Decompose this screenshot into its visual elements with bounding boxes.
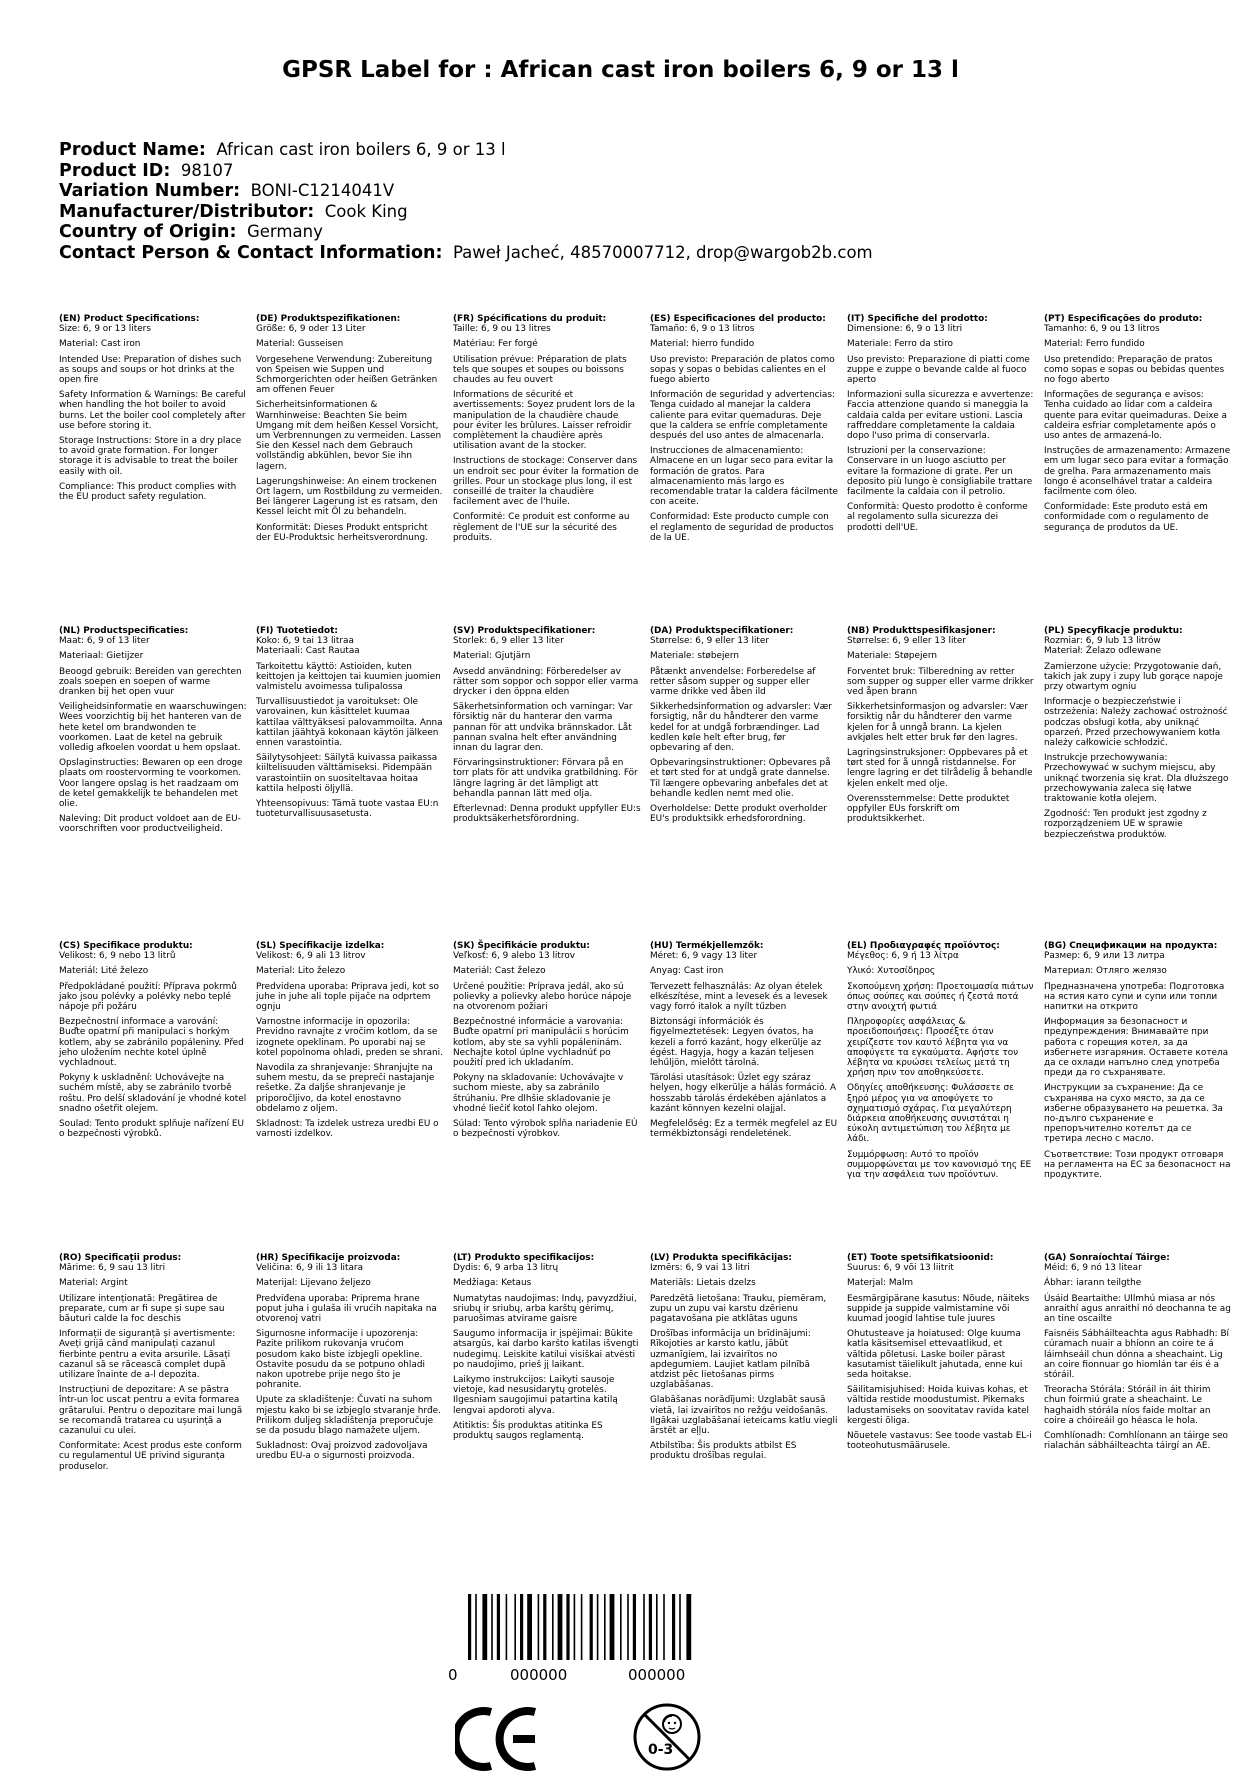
ce-mark-icon [455,1706,543,1772]
spec-paragraph: Materiale: støbejern [650,651,739,662]
spec-line: Μέγεθος: 6, 9 ή 13 λίτρα [847,951,959,962]
spec-paragraph: Materiāls: Lietais dzelzs [650,1278,756,1289]
spec-paragraph: Ohutusteave ja hoiatused: Olge kuuma katla käsitsemisel ettevaatlikud, et vältida põletusi. Laske boiler pärast kasutamist täielikult jahutada, enne kui seda hoitakse. [847,1329,1023,1381]
spec-heading: (SV) Produktspecifikationer: [453,626,596,636]
spec-block [59,314,247,507]
spec-paragraph: Material: Gjutjärn [453,651,531,662]
origin-label: Country of Origin: [59,222,237,242]
spec-paragraph: Zgodność: Ten produkt jest zgodny z rozporządzeniem UE w sprawie bezpieczeństwa produktów. [1044,809,1207,840]
spec-paragraph: Soulad: Tento produkt splňuje nařízení EU o bezpečnosti výrobků. [59,1119,245,1140]
spec-block [847,314,1035,538]
spec-paragraph: Predvidena uporaba: Priprava jedi, kot so juhe in juhe ali tople pijače na odprtem ognju [256,981,439,1013]
product-id-value: 98107 [180,160,234,180]
spec-paragraph: Material: hierro fundido [650,339,755,350]
manufacturer-value: Cook King [324,201,408,221]
spec-block [453,941,641,1144]
spec-paragraph: Matériau: Fer forgé [453,339,538,350]
spec-paragraph: Material: Lito železo [256,966,346,977]
spec-paragraph: Informații de siguranță și avertismente: Aveți grijă când manipulați cazanul fierbinte pentru a evita arsurile. Lăsați cazanul să se răcească complet după utilizare înainte de a-l depozita. [59,1329,236,1381]
spec-paragraph: Conformidade: Este produto está em conformidade com o regulamento de segurança de produtos da UE. [1044,502,1209,533]
spec-paragraph: Conformitate: Acest produs este conform cu regulamentul UE privind siguranța produselor. [59,1441,242,1472]
spec-paragraph: Storage Instructions: Store in a dry place to avoid grate formation. For longer storage it is advisable to treat the boiler easily with oil. [59,436,242,477]
spec-line: Mărime: 6, 9 sau 13 litri [59,1263,166,1274]
spec-paragraph: Säkerhetsinformation och varningar: Var försiktig när du hanterar den varma pannan för att undvika brännskador. Låt pannan svalna helt efter användning innan du lagrar den. [453,702,633,754]
variation-value: BONI-C1214041V [250,181,395,200]
spec-block [453,626,641,829]
spec-paragraph: Συμμόρφωση: Αυτό το προϊόν συμμορφώνεται με τον κανονισμό της ΕΕ για την ασφάλεια των προϊόντων. [847,1149,1032,1181]
spec-block [59,1253,247,1477]
spec-block [256,314,444,548]
spec-paragraph: Materiale: Ferro da stiro [847,339,953,350]
spec-paragraph: Lagringsinstruksjoner: Oppbevares på et tørt sted for å unngå ristdannelse. For lengre lagring er det tilrådelig å behandle kjelen enkelt med olje. [847,748,1033,789]
spec-paragraph: Förvaringsinstruktioner: Förvara på en torr plats för att undvika gratbildning. För längre lagring är det lämpligt att behandla pannan lätt med olja. [453,758,638,799]
spec-paragraph: Súlad: Tento výrobok spĺňa nariadenie EÚ o bezpečnosti výrobkov. [453,1119,638,1140]
spec-paragraph: Compliance: This product complies with the EU product safety regulation. [59,481,237,503]
spec-paragraph: Material: Ferro fundido [1044,339,1145,350]
spec-paragraph: Informações de segurança e avisos: Tenha cuidado ao lidar com a caldeira quente para evitar queimaduras. Deixe a caldeira esfriar completamente após o uso antes de armazená-lo. [1044,390,1227,442]
spec-line: Suurus: 6, 9 või 13 liitrit [847,1263,954,1274]
spec-heading: (EN) Product Specifications: [59,314,200,324]
origin-value: Germany [247,222,323,241]
spec-paragraph: Utilizare intenționată: Pregătirea de preparate, cum ar fi supe și supe sau băuturi calde la foc deschis [59,1293,225,1325]
spec-paragraph: Pokyny k uskladnění: Uchovávejte na suchém místě, aby se zabránilo tvorbě roštu. Pro delší skladování je vhodné kotel snadno ošetřit olejem. [59,1073,247,1114]
spec-heading: (SK) Špecifikácie produktu: [453,941,590,951]
spec-heading: (FI) Tuotetiedot: [256,626,338,636]
spec-paragraph: Saugumo informacija ir įspėjimai: Būkite atsargūs, kai darbo karšto katilas išvengti nudegimų. Leiskite katilui visiškai atvėsti po naudojimo, prieš jį laikant. [453,1329,639,1370]
spec-block [847,626,1035,829]
spec-paragraph: Beoogd gebruik: Bereiden van gerechten zoals soepen en soepen of warme dranken bij het open vuur [59,666,242,698]
spec-paragraph: Conformità: Questo prodotto è conforme al regolamento sulla sicurezza dei prodotti dell'UE. [847,502,1028,533]
spec-paragraph: Materijal: Lijevano željezo [256,1278,371,1289]
spec-paragraph: Opbevaringsinstruktioner: Opbevares på et tørt sted for at undgå grate dannelse. Til længere opbevaring anbefales det at behandle kedlen nemt med olie. [650,758,831,799]
spec-paragraph: Safety Information & Warnings: Be careful when handling the hot boiler to avoid burns. Let the boiler cool completely after use before storing it. [59,390,246,431]
spec-paragraph: Sukladnost: Ovaj proizvod zadovoljava uredbu EU-a o sigurnosti proizvoda. [256,1441,428,1462]
spec-line: Taille: 6, 9 ou 13 litres [453,324,551,335]
spec-heading: (LT) Produkto specifikacijos: [453,1253,595,1263]
product-id-row [59,161,873,182]
spec-line: Koko: 6, 9 tai 13 litraa [256,636,354,647]
spec-line: Velikost: 6, 9 ali 13 litrov [256,951,366,962]
spec-paragraph: Atitiktis: Šis produktas atitinka ES produktų saugos reglamentą. [453,1420,603,1442]
spec-paragraph: Инструкции за съхранение: Да се съхранява на сухо място, за да се избегне образуването на решетка. За по-дълго съхранение е препоръчително котелът да се третира лесно с масло. [1044,1083,1223,1145]
spec-paragraph: Lagerungshinweise: An einem trockenen Ort lagern, um Rostbildung zu vermeiden. Bei längerer Lagerung ist es ratsam, den Kessel leicht mit Öl zu behandeln. [256,476,443,518]
age-warning-label: 0-3 [648,1742,674,1758]
spec-line: Maat: 6, 9 of 13 liter [59,636,150,647]
spec-paragraph: Zamierzone użycie: Przygotowanie dań, takich jak zupy i zupy lub gorące napoje przy otwartym ogniu [1044,661,1223,693]
spec-paragraph: Anyag: Cast iron [650,966,724,977]
spec-line: Izmērs: 6, 9 vai 13 litri [650,1263,750,1274]
spec-paragraph: Instrucțiuni de depozitare: A se păstra într-un loc uscat pentru a evita formarea grătarului. Pentru o depozitare mai lungă se recomandă tratarea cu ușurință a cazanului cu ulei. [59,1385,243,1437]
spec-line: Size: 6, 9 or 13 liters [59,324,151,335]
spec-line: Størrelse: 6, 9 eller 13 liter [650,636,770,647]
barcode-group-2: 000000 [628,1666,686,1684]
spec-paragraph: Varnostne informacije in opozorila: Previdno ravnajte z vročim kotlom, da se izognete opeklinam. Po uporabi naj se kotel popolnoma ohladi, preden se shrani. [256,1017,443,1058]
spec-block [1044,314,1232,538]
spec-paragraph: Istruzioni per la conservazione: Conservare in un luogo asciutto per evitare la formazione di grate. Per un deposito più lungo è consigliabile trattare facilmente la caldaia con il petrolio. [847,446,1033,498]
spec-paragraph: Materjal: Malm [847,1278,914,1289]
spec-line: Størrelse: 6, 9 eller 13 liter [847,636,967,647]
spec-heading: (NB) Produkttspesifikasjoner: [847,626,996,636]
spec-line: Méret: 6, 9 vagy 13 liter [650,951,758,962]
spec-paragraph: Paredzētā lietošana: Trauku, piemēram, zupu un zupu vai karstu dzērienu pagatavošana pie atklātas uguns [650,1293,827,1325]
spec-paragraph: Säilytysohjeet: Säilytä kuivassa paikassa kiiltelisuuden välttämiseksi. Pidempään varastointiin on suositeltavaa hoitaa kattila helposti öljyllä. [256,753,438,794]
spec-paragraph: Uso previsto: Preparazione di piatti come zuppe e zuppe o bevande calde al fuoco aperto [847,354,1030,386]
spec-paragraph: Glabāšanas norādījumi: Uzglabāt sausā vietā, lai izvairītos no režģu veidošanās. Ilgākai uzglabāšanai ieteicams katlu viegli ārstēt ar eļļu. [650,1395,838,1437]
spec-line: Materiał: Żelazo odlewane [1044,646,1162,657]
spec-block [1044,941,1232,1185]
spec-paragraph: Tarkoitettu käyttö: Astioiden, kuten keittojen ja keittojen tai kuumien juomien valmistelu avoimessa tulipalossa [256,661,441,693]
spec-paragraph: Bezpečnostní informace a varování: Buďte opatrní při manipulaci s horkým kotlem, aby se zabránilo popáleniny. Před jeho uložením nechte kotel úplně vychladnout. [59,1017,244,1069]
spec-paragraph: Conformidad: Este producto cumple con el reglamento de seguridad de productos de la UE. [650,512,834,543]
spec-heading: (BG) Спецификации на продукта: [1044,941,1218,951]
product-name-value: African cast iron boilers 6, 9 or 13 l [216,140,506,159]
spec-paragraph: Vorgesehene Verwendung: Zubereitung von Speisen wie Suppen und Schmorgerichten oder heißen Getränken am offenen Feuer [256,354,438,396]
manufacturer-row [59,202,873,223]
spec-paragraph: Informacje o bezpieczeństwie i ostrzeżenia: Należy zachować ostrożność podczas obsługi kotła, aby uniknąć oparzeń. Przed przechowywaniem kotła należy całkowicie schłodzić. [1044,697,1228,749]
spec-heading: (LV) Produkta specifikācijas: [650,1253,792,1263]
barcode-lead-digit: 0 [448,1666,458,1684]
spec-paragraph: Informazioni sulla sicurezza e avvertenze: Faccia attenzione quando si maneggia la caldaia calda per evitare ustioni. Lascia raffreddare completamente la caldaia dopo l'uso prima di conservarla. [847,390,1034,442]
spec-paragraph: Numatytas naudojimas: Indų, pavyzdžiui, sriubų ir sriubų, arba karštų gėrimų, paruošimas atvirame gaisre [453,1293,637,1325]
spec-paragraph: Materiál: Lité železo [59,966,149,977]
spec-paragraph: Material: Cast iron [59,339,141,350]
spec-line: Tamanho: 6, 9 ou 13 litros [1044,324,1160,335]
spec-heading: (IT) Specifiche del prodotto: [847,314,988,324]
spec-heading: (PT) Especificações do produto: [1044,314,1203,324]
variation-label: Variation Number: [59,181,241,201]
spec-paragraph: Konformität: Dieses Produkt entspricht der EU-Produktsic herheitsverordnung. [256,522,428,543]
spec-heading: (GA) Sonraíochtaí Táirge: [1044,1253,1170,1263]
spec-block [59,626,247,840]
spec-block [650,1253,838,1467]
spec-paragraph: Intended Use: Preparation of dishes such as soups and soups or hot drinks at the open fire [59,354,242,386]
spec-paragraph: Uso pretendido: Preparação de pratos como sopas e sopas ou bebidas quentes no fogo aberto [1044,354,1225,386]
product-info [59,140,873,263]
spec-paragraph: Instrucciones de almacenamiento: Almacene en un lugar seco para evitar la formación de gratos. Para almacenamiento más largo es recomendable tratar la caldera fácilmente con aceite. [650,446,838,508]
spec-paragraph: Efterlevnad: Denna produkt uppfyller EU:s produktsäkerhetsförordning. [453,804,641,825]
spec-paragraph: Drošības informācija un brīdinājumi: Rīkojoties ar karsto katlu, jābūt uzmanīgiem, lai izvairītos no apdegumiem. Laujiet katlam pilnībā atdzist pēc lietošanas pirms uzglabāšanas. [650,1329,811,1391]
spec-block [453,314,641,548]
spec-heading: (EL) Προδιαγραφές προϊόντος: [847,941,1000,951]
spec-paragraph: Biztonsági információk és figyelmeztetések: Legyen óvatos, ha kezeli a forró kazánt, hogy elkerülje az égést. Hagyja, hogy a kazán teljesen lehűljön, mielőtt tárolná. [650,1017,821,1069]
spec-paragraph: Sikkerhedsinformation og advarsler: Vær forsigtig, når du håndterer den varme kedel for at undgå forbrændinger. Lad kedlen køle helt efter brug, før opbevaring af den. [650,702,832,754]
spec-block [1044,1253,1232,1456]
spec-paragraph: Предназначена употреба: Подготовка на ястия като супи и супи или топли напитки на откритo [1044,981,1225,1013]
spec-paragraph: Forventet bruk: Tilberedning av retter som supper og supper eller varme drikker ved åpen brann [847,666,1034,698]
spec-paragraph: Určené použitie: Príprava jedál, ako sú polievky a polievky alebo horúce nápoje na otvorenom požiari [453,981,632,1013]
spec-paragraph: Navodila za shranjevanje: Shranjujte na suhem mestu, da se prepreči nastajanje rešetke. Za daljše shranjevanje je priporočljivo, da kotel enostavno obdelamo z oljem. [256,1063,435,1114]
spec-paragraph: Megfelelőség: Ez a termék megfelel az EU termékbiztonsági rendeletének. [650,1119,838,1140]
spec-paragraph: Overholdelse: Dette produkt overholder EU's produktsikk erhedsforordning. [650,804,827,825]
spec-paragraph: Laikymo instrukcijos: Laikyti sausoje vietoje, kad nesusidarytų grotelės. Ilgesniam saugojimui patartina katilą lengvai apdoroti alyva. [453,1375,618,1416]
spec-paragraph: Съответствие: Този продукт отговаря на регламента на ЕС за безопасност на продуктите. [1044,1149,1231,1181]
spec-paragraph: Turvallisuustiedot ja varoitukset: Ole varovainen, kun käsittelet kuumaa kattilaa välttyäksesi palovammoilta. Anna kattilan jäähtyä kokonaan käytön jälkeen ennen varastointia. [256,697,443,749]
spec-paragraph: Instrukcje przechowywania: Przechowywać w suchym miejscu, aby uniknąć tworzenia się krat. Dla dłuższego przechowywania zaleca się łatwe traktowanie kotła olejem. [1044,753,1229,805]
spec-paragraph: Υλικό: Χυτοσίδηρος [847,966,936,977]
spec-line: Materiaali: Cast Rautaa [256,646,360,657]
spec-paragraph: Материал: Отляго желязо [1044,966,1167,977]
spec-paragraph: Pokyny na skladovanie: Uchovávajte v suchom mieste, aby sa zabránilo štrúhaniu. Pre dlhšie skladovanie je vhodné liečiť kotol ľahko olejom. [453,1073,624,1114]
spec-paragraph: Πληροφορίες ασφάλειας & προειδοποιήσεις: Προσέξτε όταν χειρίζεστε τον καυτό λέβητα για να αποφύγετε τα εγκαύματα. Αφήστε τον λέβητα να κρυώσει τελείως μετά τη χρήση πριν τον αποθηκεύσετε. [847,1017,1019,1079]
spec-paragraph: Veiligheidsinformatie en waarschuwingen: Wees voorzichtig bij het hanteren van de hete ketel om brandwonden te voorkomen. Laat de ketel na gebruik volledig afkoelen voordat u hem opslaat. [59,702,247,754]
spec-paragraph: Sicherheitsinformationen & Warnhinweise: Beachten Sie beim Umgang mit dem heißen Kessel Vorsicht, um Verbrennungen zu vermeiden. Lassen Sie den Kessel nach dem Gebrauch vollständig abkühlen, bevor Sie ihn lagern. [256,400,442,472]
spec-paragraph: Material: Gusseisen [256,339,344,350]
spec-paragraph: Säilitamisjuhised: Hoida kuivas kohas, et vältida restide moodustumist. Pikemaks ladustamiseks on soovitatav ravida katel kergesti õliga. [847,1385,1029,1426]
spec-heading: (FR) Spécifications du produit: [453,314,607,324]
page-title: GPSR Label for : African cast iron boilers 6, 9 or 13 l [282,57,959,83]
spec-block [59,941,247,1144]
spec-paragraph: Nõuetele vastavus: See toode vastab EL-i tooteohutusmäärusele. [847,1431,1032,1452]
spec-heading: (DE) Produktspezifikationen: [256,314,401,324]
spec-paragraph: Informations de sécurité et avertissements: Soyez prudent lors de la manipulation de la chaudière chaude pour éviter les brûlures. Laisser refroidir complètement la chaudière après utilisation avant de la stocker. [453,390,636,452]
spec-heading: (CS) Specifikace produktu: [59,941,193,951]
spec-line: Veličina: 6, 9 ili 13 litara [256,1263,364,1274]
spec-heading: (ET) Toote spetsifikatsioonid: [847,1253,994,1263]
spec-paragraph: Bezpečnostné informácie a varovania: Buďte opatrní pri manipulácii s horúcim kotlom, aby ste sa vyhli popáleninám. Nechajte kotol úplne vychladnúť po použití pred ich ukladaním. [453,1017,629,1069]
spec-paragraph: Информация за безопасност и предупреждения: Внимавайте при работа с горещия котел, за да избегнете изгаряния. Оставете котела да се охлади напълно след употреба преди да го съхранявате. [1044,1017,1229,1079]
barcode-group-1: 000000 [510,1666,568,1684]
contact-row [59,243,873,264]
barcode [440,1594,750,1684]
spec-line: Rozmiar: 6, 9 lub 13 litrów [1044,636,1161,647]
spec-paragraph: Opslaginstructies: Bewaren op een droge plaats om roostervorming te voorkomen. Voor langere opslag is het raadzaam om de ketel gemakkelijk te behandelen met olie. [59,758,243,810]
spec-paragraph: Predviđena uporaba: Priprema hrane poput juha i gulaša ili vrućih napitaka na otvorenoj vatri [256,1293,437,1325]
spec-block [453,1253,641,1446]
spec-line: Storlek: 6, 9 eller 13 liter [453,636,564,647]
spec-heading: (PL) Specyfikacje produktu: [1044,626,1183,636]
spec-paragraph: Instruções de armazenamento: Armazene em um lugar seco para evitar a formação de grelha. Para armazenamento mais longo é aconselhável tratar a caldeira facilmente com óleo. [1044,446,1231,498]
spec-paragraph: Treoracha Stórála: Stóráil in áit thirim chun foirmiú grate a sheachaint. Le haghaidh stórála níos faide moltar an coire a chóireáil go héasca le hola. [1044,1385,1211,1426]
spec-paragraph: Avsedd användning: Förberedelser av rätter som soppor och soppor eller varma drycker i den öppna elden [453,666,639,698]
spec-paragraph: Naleving: Dit product voldoet aan de EU-voorschriften voor productveiligheid. [59,814,241,835]
spec-paragraph: Faisnéis Sábháilteachta agus Rabhadh: Bí cúramach nuair a bhíonn an coire te á láimhseáil chun dónna a sheachaint. Lig an coire fionnuar go hiomlán tar éis é a stóráil. [1044,1329,1230,1381]
spec-paragraph: Eesmärgipärane kasutus: Nõude, näiteks suppide ja suppide valmistamine või kuumad joogid lahtise tule juures [847,1293,1030,1325]
spec-heading: (SL) Specifikacije izdelka: [256,941,385,951]
spec-paragraph: Atbilstība: Šis produkts atbilst ES produktu drošības regulai. [650,1441,797,1462]
spec-paragraph: Instructions de stockage: Conserver dans un endroit sec pour éviter la formation de grilles. Pour un stockage plus long, il est conseillé de traiter la chaudière facilement avec de l'huile. [453,456,639,508]
origin-row [59,222,873,243]
spec-paragraph: Materiale: Støpejern [847,651,938,662]
spec-paragraph: Úsáid Beartaithe: Ullmhú miasa ar nós anraithí agus anraithí nó deochanna te ag an tine oscailte [1044,1293,1231,1325]
spec-paragraph: Material: Argint [59,1278,128,1289]
spec-line: Dydis: 6, 9 arba 13 litrų [453,1263,559,1274]
spec-paragraph: Σκοπούμενη χρήση: Προετοιμασία πιάτων όπως σούπες και σούπες ή ζεστά ποτά στην ανοιχτή φωτιά [847,981,1034,1013]
product-name-label: Product Name: [59,140,206,160]
spec-paragraph: Tervezett felhasználás: Az olyan ételek elkészítése, mint a levesek és a levesek vagy forró italok a nyílt tűzben [650,981,828,1013]
spec-paragraph: Sikkerhetsinformasjon og advarsler: Vær forsiktig når du håndterer den varme kjelen for å unngå brann. La kjelen avkjøles helt etter bruk før den lagres. [847,702,1028,743]
spec-paragraph: Tárolási utasítások: Üzlet egy száraz helyen, hogy elkerülje a hálás formáció. A hosszabb tárolás érdekében ajánlatos a kazánt könnyen kezelni olajjal. [650,1073,837,1114]
spec-paragraph: Uso previsto: Preparación de platos como sopas y sopas o bebidas calientes en el fuego abierto [650,354,835,386]
spec-block [847,941,1035,1185]
spec-paragraph: Materiaal: Gietijzer [59,651,144,662]
spec-paragraph: Skladnost: Ta izdelek ustreza uredbi EU o varnosti izdelkov. [256,1119,439,1140]
spec-line: Velikost: 6, 9 nebo 13 litrů [59,951,176,962]
spec-block [650,941,838,1144]
manufacturer-label: Manufacturer/Distributor: [59,201,315,222]
spec-block [256,941,444,1144]
spec-block [650,626,838,829]
spec-paragraph: Påtænkt anvendelse: Forberedelse af retter såsom supper og supper eller varme drikke ved åben ild [650,666,816,698]
contact-label: Contact Person & Contact Information: [59,242,443,263]
spec-heading: (ES) Especificaciones del producto: [650,314,826,324]
spec-paragraph: Overensstemmelse: Dette produktet oppfyller EUs forskrift om produktsikkerhet. [847,793,1010,825]
spec-block [1044,626,1232,845]
spec-line: Größe: 6, 9 oder 13 Liter [256,324,366,335]
spec-block [256,1253,444,1467]
spec-paragraph: Οδηγίες αποθήκευσης: Φυλάσσετε σε ξηρό μέρος για να αποφύγετε το σχηματισμό σχάρας. Για μεγαλύτερη διάρκεια αποθήκευσης συνιστάται η εύκολη αντιμετώπιση του λέβητα με λάδι. [847,1083,1014,1145]
product-id-label: Product ID: [59,160,171,181]
spec-paragraph: Ábhar: iarann teilgthe [1044,1278,1142,1289]
spec-block [256,626,444,824]
spec-paragraph: Předpokládané použití: Příprava pokrmů jako jsou polévky a polévky nebo teplé nápoje při požáru [59,981,237,1013]
spec-heading: (NL) Productspecificaties: [59,626,189,636]
spec-line: Veľkosť: 6, 9 alebo 13 litrov [453,951,576,962]
spec-paragraph: Utilisation prévue: Préparation de plats tels que soupes et soupes ou boissons chaudes au feu ouvert [453,354,627,386]
spec-block [847,1253,1035,1456]
spec-paragraph: Sigurnosne informacije i upozorenja: Pazite prilikom rukovanja vrućom posudom kako biste izbjegli opekline. Ostavite posudu da se potpuno ohladi nakon upotrebe prije nego što je pohranite. [256,1329,425,1391]
spec-line: Tamaño: 6, 9 o 13 litros [650,324,755,335]
variation-row [59,181,873,202]
product-name-row [59,140,873,161]
spec-paragraph: Materiál: Cast železo [453,966,546,977]
age-warning-icon [632,1702,702,1772]
spec-paragraph: Información de seguridad y advertencias: Tenga cuidado al manejar la caldera caliente para evitar quemaduras. Deje que la caldera se enfríe completamente después del uso antes de almacenarla. [650,390,835,442]
spec-block [650,314,838,548]
spec-heading: (HR) Specifikacije proizvoda: [256,1253,401,1263]
barcode-bars [468,1594,691,1660]
spec-line: Размер: 6, 9 или 13 литра [1044,951,1165,962]
spec-heading: (RO) Specificații produs: [59,1253,182,1263]
spec-heading: (DA) Produktspecifikationer: [650,626,794,636]
spec-line: Dimensione: 6, 9 o 13 litri [847,324,963,335]
spec-paragraph: Yhteensopivuus: Tämä tuote vastaa EU:n tuoteturvallisuusasetusta. [256,799,439,820]
spec-paragraph: Conformité: Ce produit est conforme au règlement de l'UE sur la sécurité des produits. [453,512,630,543]
spec-paragraph: Upute za skladištenje: Čuvati na suhom mjestu kako bi se izbjeglo stvaranje hrđe. Prilikom duljeg skladištenja preporučuje se da posudu blago namažete uljem. [256,1395,441,1437]
spec-paragraph: Medžiaga: Ketaus [453,1278,532,1289]
spec-line: Méid: 6, 9 nó 13 litear [1044,1263,1142,1274]
contact-value: Paweł Jacheć, 48570007712, drop@wargob2b.com [452,242,873,262]
spec-heading: (HU) Termékjellemzők: [650,941,764,951]
spec-paragraph: Comhlíonadh: Comhlíonann an táirge seo rialachán sábháilteachta táirgí an AE. [1044,1431,1228,1452]
